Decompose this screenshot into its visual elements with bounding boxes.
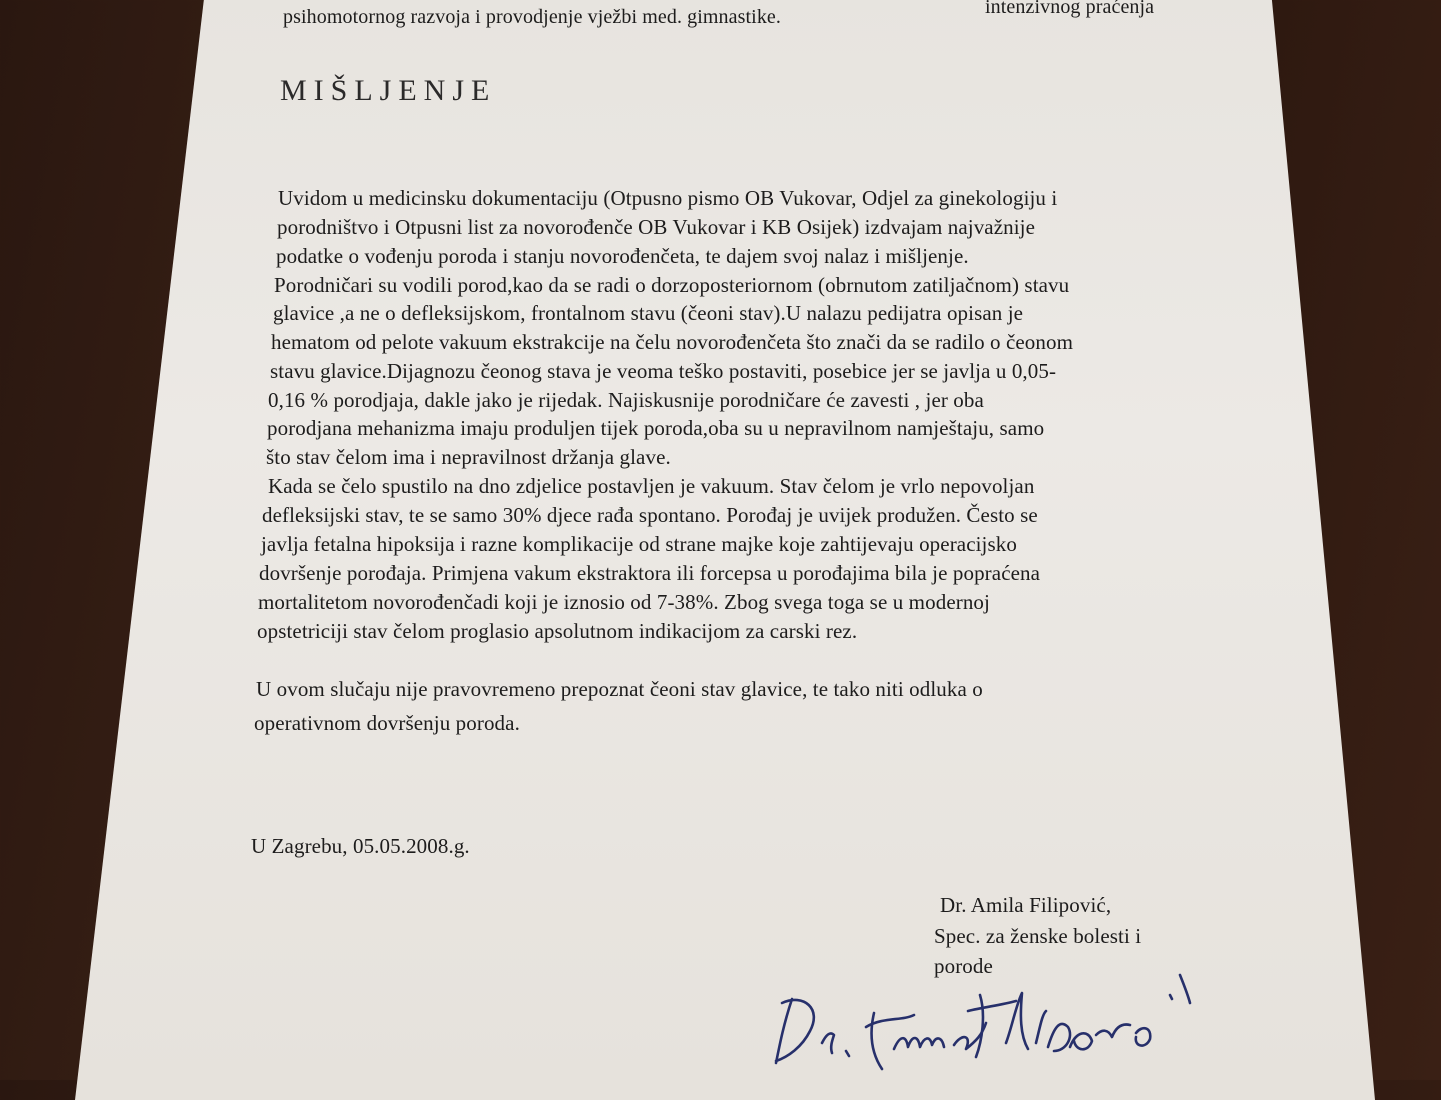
top-fragment-left: psihomotornog razvoja i provodjenje vježbi med. gimnastike. [283,6,782,28]
body-line: glavice ,a ne o defleksijskom, frontalnom stavu (čeoni stav).U nalazu pedijatra opisan je [273,301,1024,325]
body-line: 0,16 % porodjaja, dakle jako je rijedak. Najiskusnije porodničare će zavesti , jer oba [268,388,984,412]
handwritten-signature [770,965,1210,1075]
body-line: mortalitetom novorođenčadi koji je iznosio od 7-38%. Zbog svega toga se u modernoj [258,590,990,614]
body-line: porodjana mehanizma imaju produljen tijek poroda,oba su u nepravilnom namještaju, samo [267,416,1045,440]
signatory-name: Dr. Amila Filipović, [940,893,1112,917]
signatory-title-cont: porode [934,954,993,978]
body-line: defleksijski stav, te se samo 30% djece rađa spontano. Porođaj je uvijek produžen. Često se [262,503,1038,527]
body-line: javlja fetalna hipoksija i razne komplikacije od strane majke koje zahtijevaju operacijsko [261,532,1017,556]
body-line: opstetriciji stav čelom proglasio apsolutnom indikacijom za carski rez. [257,619,858,643]
place-date: U Zagrebu, 05.05.2008.g. [251,834,470,858]
body-line: Porodničari su vodili porod,kao da se radi o dorzoposteriornom (obrnutom zatiljačnom) stavu [274,273,1070,297]
body-line: podatke o vođenju poroda i stanju novorođenčeta, te dajem svoj nalaz i mišljenje. [276,244,969,268]
body-line: Kada se čelo spustilo na dno zdjelice postavljen je vakuum. Stav čelom je vrlo nepovoljan [268,474,1035,498]
top-fragment-right: intenzivnog praćenja [985,0,1155,18]
conclusion-line: U ovom slučaju nije pravovremeno prepoznat čeoni stav glavice, te tako niti odluka o [256,677,983,701]
body-line: što stav čelom ima i nepravilnost držanja glave. [266,445,671,469]
body-line: porodništvo i Otpusni list za novorođenče OB Vukovar i KB Osijek) izdvajam najvažnije [277,215,1036,239]
body-line: Uvidom u medicinsku dokumentaciju (Otpusno pismo OB Vukovar, Odjel za ginekologiju i [278,186,1058,210]
page-title: MIŠLJENJE [280,74,497,107]
signatory-title: Spec. za ženske bolesti i [934,924,1142,948]
body-line: stavu glavice.Dijagnozu čeonog stava je veoma teško postaviti, posebice jer se javlja u 0,05- [270,359,1057,383]
body-line: dovršenje porođaja. Primjena vakum ekstraktora ili forcepsa u porođajima bila je popraćena [259,561,1041,585]
conclusion-line: operativnom dovršenju poroda. [254,711,520,735]
body-line: hematom od pelote vakuum ekstrakcije na čelu novorođenčeta što znači da se radilo o čeonom [271,330,1074,354]
